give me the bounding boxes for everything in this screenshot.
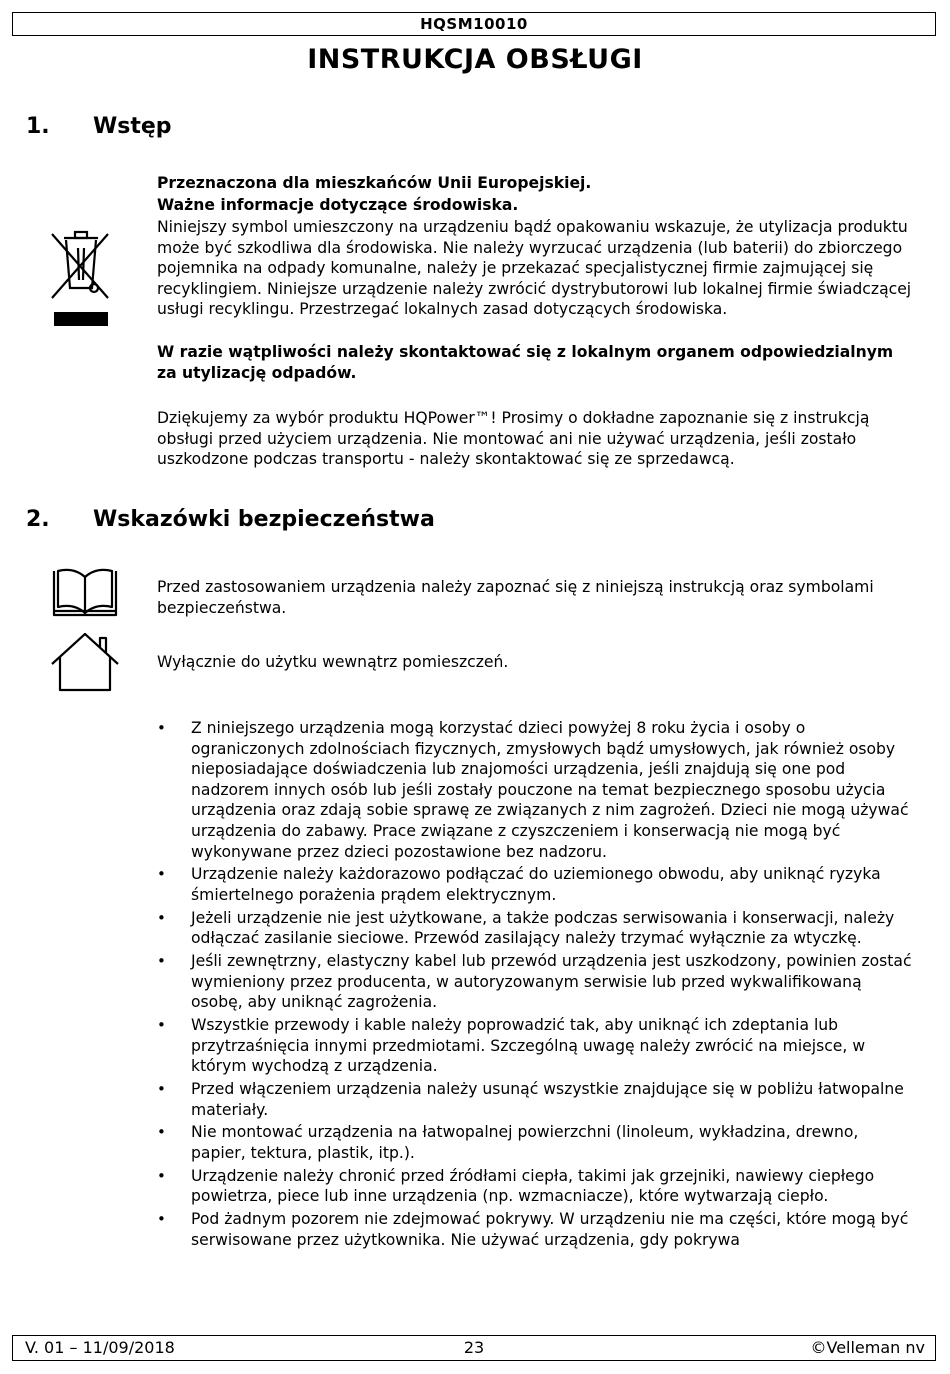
eu-residents-title: Przeznaczona dla mieszkańców Unii Europejskiej. [157,174,592,192]
bullet: • [157,865,166,884]
list-item-text: Jeżeli urządzenie nie jest użytkowane, a także podczas serwisowania i konserwacji, należy odłączać zasilanie sieciowe. Przewód zasilający należy trzymać wyłącznie za wtyczkę. [191,908,895,948]
document-title: INSTRUKCJA OBSŁUGI [307,44,643,75]
safety-instructions-list [157,718,917,1253]
list-item [157,864,917,905]
environment-info-text: Niniejszy symbol umieszczony na urządzeniu bądź opakowaniu wskazuje, że utylizacja produktu może być szkodliwa dla środowiska. Nie należy wyrzucać urządzenia (lub baterii) do zbiorczego pojemnika na odpady komunalne, należy je przekazać specjalistycznej firmie zajmującej się recyklingiem. Niniejsze urządzenie należy zwrócić dystrybutorowi lub lokalnej firmie świadczącej usługi recyklingu. Przestrzegać lokalnych zasad dotyczących środowiska. [157,218,912,319]
section-2-title: Wskazówki bezpieczeństwa [93,507,435,532]
list-item [157,718,917,862]
list-item-text: Z niniejszego urządzenia mogą korzystać dzieci powyżej 8 roku życia i osoby o ograniczonych zdolnościach fizycznych, zmysłowych bądź umysłowych, jak również osoby nieposiadające doświadczenia lub znajomości urządzenia, jeśli znajdują się one pod nadzorem innych osób lub jeśli zostały pouczone na temat bezpiecznego sposobu użycia urządzenia oraz zdają sobie sprawę ze związanych z nim zagrożeń. Dzieci nie mogą używać urządzenia do zabawy. Prace związane z czyszczeniem i konserwacją nie mogą być wykonywane przez dzieci pozostawione bez nadzoru. [191,719,909,861]
bullet: • [157,908,166,927]
disposal-contact-note: W razie wątpliwości należy skontaktować się z lokalnym organem odpowiedzialnym za utylizację odpadów. [157,343,894,382]
page-footer [12,1335,936,1361]
list-item [157,1079,917,1120]
house-icon [50,632,120,696]
bullet: • [157,1210,166,1229]
page-header [12,12,936,36]
weee-bin-icon [50,228,112,334]
list-item [157,1166,917,1207]
version-date: V. 01 – 11/09/2018 [25,1338,175,1357]
section-1-title: Wstęp [93,114,172,139]
list-item-text: Urządzenie należy chronić przed źródłami ciepła, takimi jak grzejniki, nawiewy ciepłego powietrza, piece lub inne urządzenia (np. wzmacniacze), które wytwarzają ciepło. [191,1166,875,1206]
section-2-number: 2. [26,507,50,532]
list-item-text: Przed włączeniem urządzenia należy usunąć wszystkie znajdujące się w pobliżu łatwopalne materiały. [191,1080,904,1119]
bullet: • [157,1123,166,1142]
thank-you-text: Dziękujemy za wybór produktu HQPower™! Prosimy o dokładne zapoznanie się z instrukcją obsługi przed użyciem urządzenia. Nie montować ani nie używać urządzenia, jeśli zostało uszkodzone podczas transportu - należy skontaktować się ze sprzedawcą. [157,409,870,469]
section-2-heading [26,507,435,532]
bullet: • [157,1080,166,1099]
read-manual-text: Przed zastosowaniem urządzenia należy zapoznać się z niniejszą instrukcją oraz symbolami bezpieczeństwa. [157,578,874,617]
list-item-text: Jeśli zewnętrzny, elastyczny kabel lub przewód urządzenia jest uszkodzony, powinien zostać wymieniony przez producenta, w autoryzowanym serwisie lub przed wykwalifikowaną osobę, aby uniknąć zagrożenia. [191,952,912,1012]
indoor-use-text: Wyłącznie do użytku wewnątrz pomieszczeń. [157,653,509,671]
bullet: • [157,952,166,971]
section-1-heading [26,114,172,139]
list-item-text: Wszystkie przewody i kable należy poprowadzić tak, aby uniknąć ich zdeptania lub przytrzaśnięcia innymi przedmiotami. Szczególną uwagę należy zwrócić na miejsce, w którym wychodzą z urządzenia. [191,1016,866,1076]
bullet: • [157,1166,166,1185]
model-number: HQSM10010 [420,15,528,33]
list-item [157,951,917,1013]
page-number: 23 [463,1338,485,1357]
list-item [157,1015,917,1077]
list-item-text: Urządzenie należy każdorazowo podłączać do uziemionego obwodu, aby uniknąć ryzyka śmiertelnego porażenia prądem elektrycznym. [191,865,881,904]
list-item-text: Pod żadnym pozorem nie zdejmować pokrywy. W urządzeniu nie ma części, które mogą być serwisowane przez użytkownika. Nie używać urządzenia, gdy pokrywa [191,1210,909,1249]
bullet: • [157,719,166,737]
list-item-text: Nie montować urządzenia na łatwopalnej powierzchni (linoleum, wykładzina, drewno, papier, tektura, plastik, itp.). [191,1123,859,1162]
book-icon [50,565,120,623]
list-item [157,1122,917,1163]
list-item [157,908,917,949]
environment-info-title: Ważne informacje dotyczące środowiska. [157,196,519,214]
section-1-number: 1. [26,114,50,139]
copyright: ©Velleman nv [810,1338,925,1357]
list-item [157,1209,917,1250]
bullet: • [157,1016,166,1035]
